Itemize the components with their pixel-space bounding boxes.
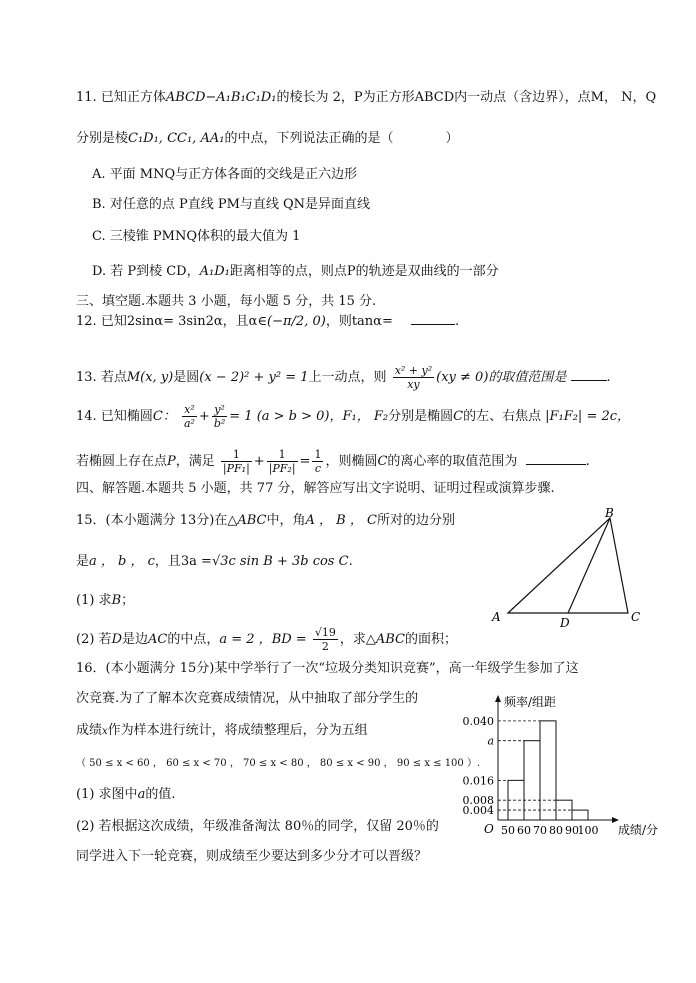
q11-option-c: C. 三棱锥 PMNQ体积的最大值为 1 xyxy=(92,229,301,244)
q14-frac-den: a² xyxy=(183,417,195,430)
y-tick-label: 0.016 xyxy=(462,774,494,788)
q14-number: 14. xyxy=(76,409,97,424)
q13-fraction xyxy=(393,364,434,391)
q15-sides: a ， b ， c xyxy=(89,554,155,569)
x-tick-label: 80 xyxy=(549,824,563,837)
q16-line3 xyxy=(76,722,368,741)
q15-text: 15．(本小题满分 13分)在 xyxy=(76,513,228,528)
q16-groups: （ 50 ≤ x < 60 ， 60 ≤ x < 70 ， 70 ≤ x < 80 ， 80 ≤ x < 90 ， 90 ≤ x ≤ 100 ）. xyxy=(76,758,481,769)
q15-text: ，且3a = xyxy=(154,554,212,569)
q16-text: (1) 求图中 xyxy=(76,787,138,802)
q15-text: 中，角 xyxy=(266,513,306,528)
q11-text: 的棱长为 2，P为正方形ABCD内一动点（含边界），点M， N，Q xyxy=(276,90,657,105)
q15-line1 xyxy=(76,512,455,530)
q16-text: 的值. xyxy=(145,787,176,802)
q16-part2b: 同学进入下一轮竞赛，则成绩至少要达到多少分才可以晋级？ xyxy=(76,849,428,864)
y-tick-label: a xyxy=(487,734,494,748)
triangle-figure xyxy=(488,506,658,630)
y-axis-label: 频率/组距 xyxy=(504,695,557,709)
q13-text: (xy ≠ 0)的取值范围是 xyxy=(436,370,567,385)
q14-frac-num: 1 xyxy=(314,448,322,461)
x-axis-label: 成绩/分 xyxy=(618,823,659,837)
q11-text: 分别是棱 xyxy=(76,131,129,146)
q14-c: C xyxy=(453,409,464,424)
q11-option-d xyxy=(92,263,499,281)
triangle-abc xyxy=(508,518,628,613)
q11-line2 xyxy=(76,130,458,148)
q11-option-d-text: D. 若 P到棱 CD， xyxy=(92,264,200,279)
q13-frac-num: x² + y² xyxy=(394,364,433,377)
q13-answer-blank[interactable] xyxy=(571,368,607,381)
q11-edges: C₁D₁, CC₁, AA₁ xyxy=(128,131,225,146)
q16-part2a: (2) 若根据这次成绩，年级准备淘汰 80％的同学，仅留 20％的 xyxy=(76,819,439,834)
q14-text: 的左、右焦点 xyxy=(463,409,542,424)
q15-formula: √3c sin B + 3b cos C xyxy=(211,554,349,569)
q14-frac-2 xyxy=(267,448,298,475)
q14-foci: F₁， F₂ xyxy=(342,409,389,424)
q16-var: a xyxy=(137,787,146,802)
q15-text: (2) 若 xyxy=(76,632,112,647)
q12-text: 已知2sinα= 3sin2α，且α∈ xyxy=(100,314,268,329)
q15-text: 的中点， xyxy=(167,632,220,647)
y-tick-label: 0.004 xyxy=(462,804,494,818)
q14-text: ，则椭圆 xyxy=(325,454,378,469)
q14-ellipse: C： xyxy=(152,409,176,424)
q14-frac-num: 1 xyxy=(267,448,298,462)
q15-text: (1) 求 xyxy=(76,593,112,608)
q11-option-b: B. 对任意的点 P直线 PM与直线 QN是异面直线 xyxy=(92,197,371,212)
q14-frac-num: y² xyxy=(212,403,227,417)
q14-text: 分别是椭圆 xyxy=(388,409,454,424)
section-4-heading: 四、解答题.本题共 5 小题，共 77 分，解答应写出文字说明、证明过程或演算步骤. xyxy=(76,481,555,496)
q11-number: 11. xyxy=(76,90,97,105)
q14-frac-den: |PF₁| xyxy=(222,462,250,475)
q15-text: ； xyxy=(121,593,135,608)
q15-text: 的面积； xyxy=(405,632,458,647)
q15-cond: a = 2 ， xyxy=(219,632,272,647)
q14-distance: |F₁F₂| = 2c， xyxy=(545,409,631,424)
q14-text: 已知椭圆 xyxy=(100,409,153,424)
q16-text: 作为样本进行统计，将成绩整理后，分为五组 xyxy=(107,723,368,738)
x-tick-label: 50 xyxy=(501,824,515,837)
q13-text: 若点 xyxy=(100,370,127,385)
q15-triangle: △ABC xyxy=(365,632,406,647)
q15-text: ，求 xyxy=(339,632,366,647)
median-bd xyxy=(568,518,610,613)
q13-circle: (x − 2)² + y² = 1 xyxy=(199,370,309,385)
label-c: C xyxy=(631,610,641,624)
q14-answer-blank[interactable] xyxy=(526,452,586,465)
q15-var: AC xyxy=(148,632,168,647)
y-tick-label: 0.040 xyxy=(462,714,494,728)
q16-line1: 16．(本小题满分 15分)某中学举行了一次“垃圾分类知识竞赛”，高一年级学生参加了这 xyxy=(76,661,579,676)
q12 xyxy=(76,312,459,331)
q13-text: 上一动点，则 xyxy=(308,370,387,385)
histogram-bar xyxy=(540,721,556,820)
x-tick-label: 70 xyxy=(533,824,547,837)
q15-var: B xyxy=(111,593,122,608)
q13-text: 是圆 xyxy=(173,370,200,385)
q16-text: 成绩 xyxy=(76,723,103,738)
q16-part1 xyxy=(76,786,175,804)
q16-line2: 次竞赛.为了了解本次竞赛成绩情况，从中抽取了部分学生的 xyxy=(76,691,419,706)
q15-triangle: △ABC xyxy=(227,513,267,528)
q14-frac-den: |PF₂| xyxy=(268,462,296,475)
q15-vars: A ， B ， C xyxy=(305,513,377,528)
q12-text: ，则tanα= xyxy=(325,314,393,329)
q11-line1 xyxy=(76,89,656,107)
q11-option-d-edge: A₁D₁ xyxy=(199,264,230,279)
q15-line2 xyxy=(76,553,353,571)
q14-text: ，满足 xyxy=(175,454,215,469)
x-tick-label: 60 xyxy=(517,824,531,837)
histogram-bar xyxy=(572,810,588,820)
q13-number: 13. xyxy=(76,370,97,385)
section-3-heading: 三、填空题.本题共 3 小题，每小题 5 分，共 15 分. xyxy=(76,294,377,309)
q13 xyxy=(76,364,611,391)
label-a: A xyxy=(492,610,501,624)
q14-c: C xyxy=(377,454,388,469)
q15-bd-fraction xyxy=(313,626,338,653)
q15-cond: BD = xyxy=(271,632,307,647)
q14-frac-3 xyxy=(312,448,323,475)
origin-label: O xyxy=(484,822,494,836)
q15-var: D xyxy=(111,632,122,647)
q14-text: 若椭圆上存在点 xyxy=(76,454,168,469)
q15-text: . xyxy=(348,554,353,569)
q14-frac-num: 1 xyxy=(221,448,252,462)
q15-text: 是 xyxy=(76,554,90,569)
q14-text: 的离心率的取值范围为 xyxy=(387,454,518,469)
x-tick-label: 90 xyxy=(565,824,579,837)
q12-number: 12. xyxy=(76,314,97,329)
q14-p: P xyxy=(167,454,176,469)
q16-var: x xyxy=(102,726,108,737)
q14-frac-den: b² xyxy=(213,417,226,430)
histogram-bar xyxy=(524,741,540,820)
q15-part1 xyxy=(76,592,134,610)
histogram-chart xyxy=(452,692,672,842)
q13-point: M(x, y) xyxy=(126,370,174,385)
q14-frac-den: c xyxy=(314,462,322,475)
q14-line2: 若椭圆上存在点P，满足 $\frac{1}{\text{|PF₁|}}$ + $\frac{1}{\text{|PF₂|}}$ = $\frac{1}{c}$ ，则椭圆C的离心率的取值范围为 . xyxy=(76,448,590,475)
q15-text: 是边 xyxy=(122,632,149,647)
q14-text: = 1 (a > b > 0)， xyxy=(229,409,343,424)
y-axis-arrow xyxy=(495,695,501,702)
q15-part2 xyxy=(76,626,457,653)
q13-end: . xyxy=(606,370,611,385)
q12-interval: (−π/2, 0) xyxy=(267,314,326,329)
q13-frac-den: xy xyxy=(407,378,420,391)
q14-frac-x xyxy=(182,403,197,430)
q12-answer-blank[interactable] xyxy=(411,312,455,325)
q11-text: 的中点，下列说法正确的是（ ） xyxy=(224,131,459,146)
q11-cube: ABCD−A₁B₁C₁D₁ xyxy=(165,90,277,105)
q11-option-d-text: 距离相等的点，则点P的轨迹是双曲线的一部分 xyxy=(229,264,499,279)
q14-frac-1 xyxy=(221,448,252,475)
q11-option-a: A. 平面 MNQ与正方体各面的交线是正六边形 xyxy=(92,167,358,182)
q14-line1: 14. 已知椭圆C： $\frac{\text{x²}}{\text{a²}}$ + $\frac{\text{y²}}{\text{b²}}$ = 1 (a > b > 0)，F₁， F₂分别是椭圆C的左、右焦点 |F₁F₂| = 2c， xyxy=(76,403,631,430)
y-tick-label: 0.008 xyxy=(462,794,494,808)
q15-frac-num: √19 xyxy=(314,626,336,639)
q14-end: . xyxy=(585,454,590,469)
q11-text: 已知正方体 xyxy=(100,90,166,105)
q15-frac-den: 2 xyxy=(321,640,329,653)
q15-text: 所对的边分别 xyxy=(376,513,455,528)
q14-frac-y xyxy=(212,403,227,430)
label-d: D xyxy=(560,616,570,630)
q12-end: . xyxy=(454,314,460,329)
label-b: B xyxy=(605,506,614,520)
q14-frac-num: x² xyxy=(182,403,197,417)
q14-equals: = xyxy=(299,454,311,469)
x-tick-label: 100 xyxy=(577,824,599,837)
